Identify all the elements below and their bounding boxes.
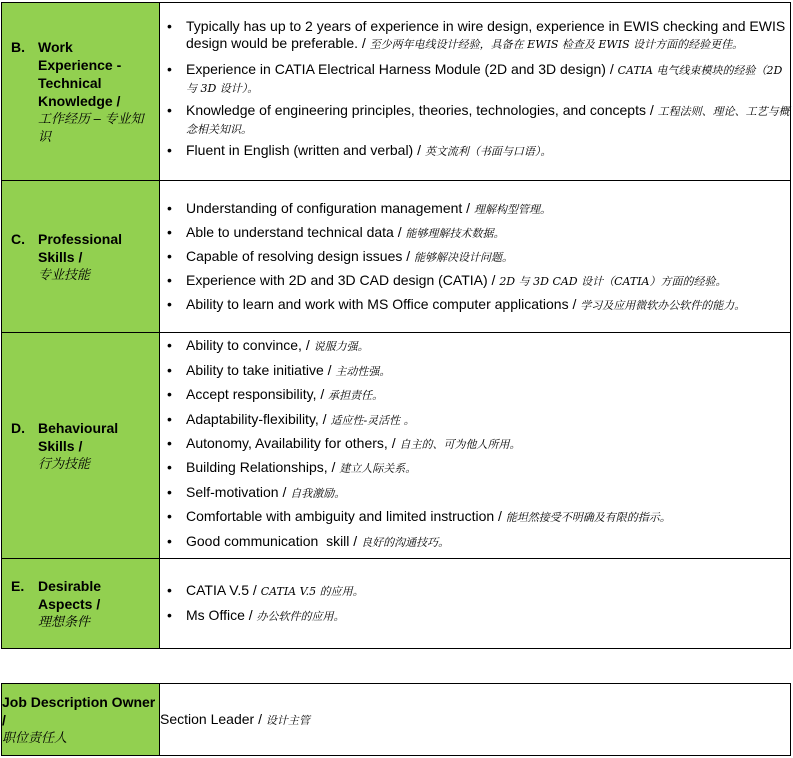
section-label-e — [2, 559, 160, 649]
list-item: • Capable of resolving design issues / 能够解决设计问题。 — [186, 248, 790, 266]
list-item: • Building Relationships, / 建立人际关系。 — [186, 459, 790, 477]
section-title-cn: 理想条件 — [38, 613, 91, 629]
section-row-e — [2, 559, 791, 649]
list-item: • Accept responsibility, / 承担责任。 — [186, 386, 790, 404]
owner-value-en: Section Leader / — [160, 711, 262, 727]
list-item: • Adaptability-flexibility, / 适应性-灵活性 。 — [186, 411, 790, 429]
section-content-e — [160, 559, 791, 649]
section-label-d — [2, 333, 160, 559]
list-item: • Ability to convince, / 说服力强。 — [186, 337, 790, 355]
list-item: • Typically has up to 2 years of experience in wire design, experience in EWIS checking and EWIS design would be preferable. / 至少两年电线设计经验，具备在 EWIS 检查及 EWIS 设计方面的经验更佳。 — [186, 18, 790, 53]
owner-value-cn: 设计主管 — [265, 714, 310, 727]
section-title-cn: 行为技能 — [38, 455, 91, 471]
section-row-c — [2, 181, 791, 333]
list-item: • CATIA V.5 / CATIA V.5 的应用。 — [186, 582, 790, 600]
list-item: • Good communication skill / 良好的沟通技巧。 — [186, 533, 790, 551]
list-item: • Experience in CATIA Electrical Harness Module (2D and 3D design) / CATIA 电气线束模块的经验（2D 与 3D 设计）。 — [186, 61, 790, 97]
owner-label-cn: 职位责任人 — [2, 729, 68, 745]
section-row-b — [2, 3, 791, 181]
list-item: • Experience with 2D and 3D CAD design (CATIA) / 2D 与 3D CAD 设计（CATIA）方面的经验。 — [186, 272, 790, 290]
owner-table — [1, 683, 791, 756]
section-title-cn: 工作经历 – 专业知识 — [38, 110, 144, 144]
list-item: • Self-motivation / 自我激励。 — [186, 484, 790, 502]
owner-label — [2, 684, 160, 756]
list-item: • Fluent in English (written and verbal) / 英文流利（书面与口语）。 — [186, 142, 790, 160]
section-title-cn: 专业技能 — [38, 266, 91, 282]
section-letter: D. — [11, 419, 25, 436]
requirements-table — [1, 2, 791, 649]
list-item: • Comfortable with ambiguity and limited instruction / 能坦然接受不明确及有限的指示。 — [186, 508, 790, 526]
section-content-b — [160, 3, 791, 181]
section-title-en: Professional Skills / — [38, 230, 123, 265]
list-item: • Ms Office / 办公软件的应用。 — [186, 607, 790, 625]
section-row-d — [2, 333, 791, 559]
section-letter: B. — [11, 38, 25, 55]
section-title-en: Desirable Aspects / — [38, 577, 102, 612]
section-content-c — [160, 181, 791, 333]
section-letter: E. — [11, 577, 25, 594]
section-label-b — [2, 3, 160, 181]
list-item: • Autonomy, Availability for others, / 自主的、可为他人所用。 — [186, 435, 790, 453]
section-title-en: Behavioural Skills / — [38, 419, 119, 454]
list-item: • Ability to take initiative / 主动性强。 — [186, 362, 790, 380]
section-title-en: Work Experience - Technical Knowledge / — [38, 38, 122, 109]
section-letter: C. — [11, 230, 25, 247]
list-item: • Able to understand technical data / 能够理解技术数据。 — [186, 224, 790, 242]
owner-value — [160, 684, 791, 756]
section-label-c — [2, 181, 160, 333]
owner-label-en: Job Description Owner / — [2, 693, 156, 728]
list-item: • Understanding of configuration management / 理解构型管理。 — [186, 200, 790, 218]
owner-row — [2, 684, 791, 756]
list-item: • Ability to learn and work with MS Office computer applications / 学习及应用微软办公软件的能力。 — [186, 296, 790, 314]
list-item: • Knowledge of engineering principles, theories, technologies, and concepts / 工程法则、理论、工艺与概念相关知识。 — [186, 102, 790, 138]
section-content-d — [160, 333, 791, 559]
